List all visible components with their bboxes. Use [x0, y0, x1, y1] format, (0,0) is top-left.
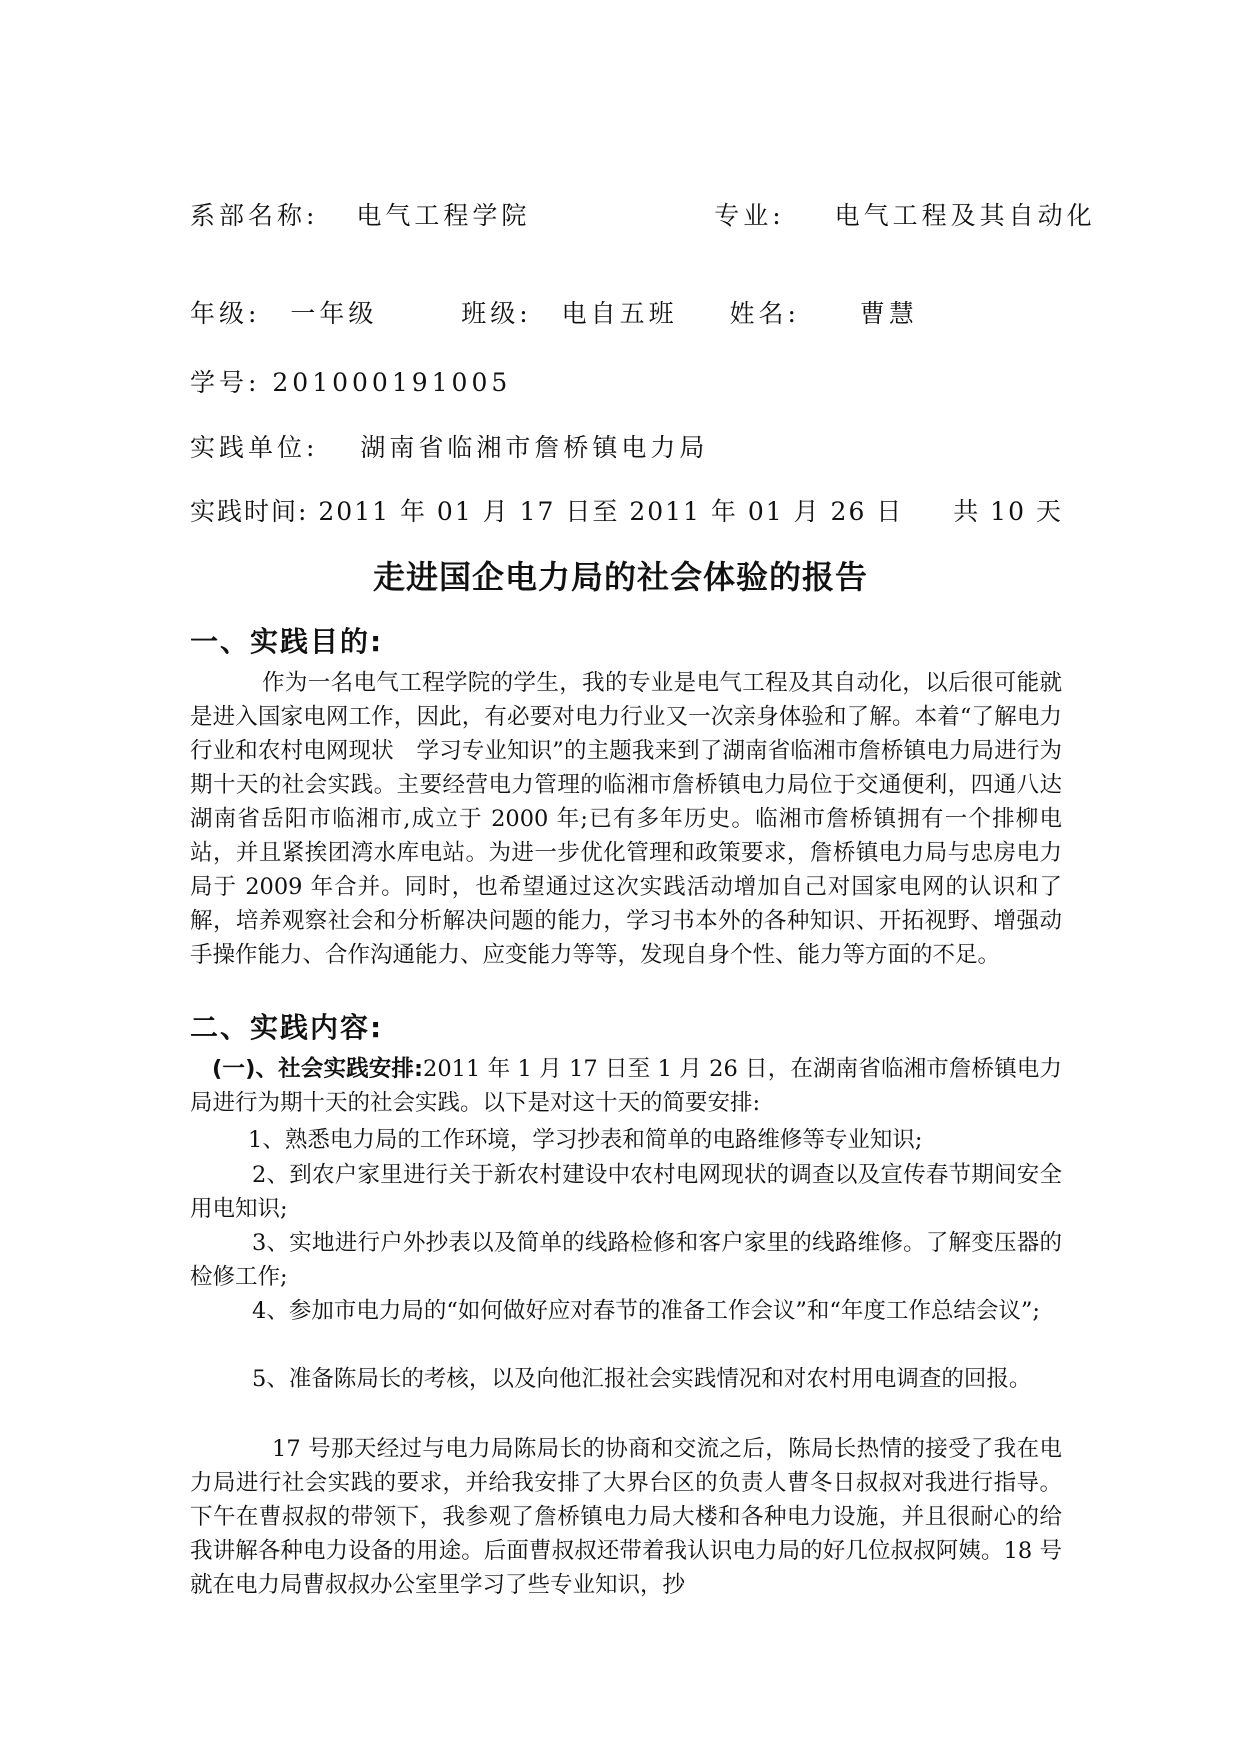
student-id-label: 学号:	[190, 368, 261, 397]
final-paragraph: 17 号那天经过与电力局陈局长的协商和交流之后，陈局长热情的接受了我在电力局进行社会实践的要求，并给我安排了大界台区的负责人曹冬日叔叔对我进行指导。下午在曹叔叔的带领下，我参观了詹桥镇电力局大楼和各种电力设施，并且很耐心的给我讲解各种电力设备的用途。后面曹叔叔还带着我认识电力局的好几位叔叔阿姨。18 号就在电力局曹叔叔办公室里学习了些专业知识，抄	[190, 1436, 1062, 1598]
arrangement-label: (一)、社会实践安排:	[212, 1056, 424, 1082]
section1-paragraph: 作为一名电气工程学院的学生，我的专业是电气工程及其自动化，以后很可能就是进入国家电网工作，因此，有必要对电力行业又一次亲身体验和了解。本着“了解电力行业和农村电网现状 学习专业知识”的主题我来到了湖南省临湘市詹桥镇电力局进行为期十天的社会实践。主要经营电力管理的临湘市詹桥镇电力局位于交通便利，四通八达湖南省岳阳市临湘市,成立于 2000 年;已有多年历史。临湘市詹桥镇拥有一个排柳电站，并且紧挨团湾水库电站。为进一步优化管理和政策要求，詹桥镇电力局与忠房电力局于 2009 年合并。同时，也希望通过这次实践活动增加自己对国家电网的认识和了解，培养观察社会和分析解决问题的能力，学习书本外的各种知识、开拓视野、增强动手操作能力、合作沟通能力、应变能力等等，发现自身个性、能力等方面的不足。	[190, 670, 1062, 968]
major-label: 专业:	[714, 201, 785, 230]
time-value: 2011 年 01 月 17 日至 2011 年 01 月 26 日	[318, 497, 904, 526]
student-id-value: 201000191005	[272, 368, 512, 397]
name-label: 姓名:	[729, 299, 800, 328]
class-label: 班级:	[461, 299, 532, 328]
document-title: 走进国企电力局的社会体验的报告	[372, 558, 868, 596]
student-id-line	[190, 363, 511, 399]
arrangement-paragraph	[190, 1052, 1062, 1120]
list-item: 2、到农户家里进行关于新农村建设中农村电网现状的调查以及宣传春节期间安全用电知识;	[190, 1162, 1062, 1222]
practice-time-line	[190, 492, 1063, 528]
list-item: 4、参加市电力局的“如何做好应对春节的准备工作会议”和“年度工作总结会议”;	[252, 1298, 1040, 1324]
practice-unit-line	[190, 428, 708, 464]
unit-value: 湖南省临湘市詹桥镇电力局	[360, 433, 709, 462]
list-item: 1、熟悉电力局的工作环境，学习抄表和简单的电路维修等专业知识;	[248, 1127, 923, 1153]
list-item: 5、准备陈局长的考核，以及向他汇报社会实践情况和对农村用电调查的回报。	[252, 1366, 1032, 1392]
list-item: 3、实地进行户外抄表以及简单的线路检修和客户家里的线路维修。了解变压器的检修工作;	[190, 1230, 1062, 1290]
dept-major-line	[190, 196, 1096, 232]
time-label: 实践时间:	[190, 497, 309, 526]
section2-heading: 二、实践内容:	[190, 1011, 384, 1044]
grade-class-name-line	[190, 294, 918, 330]
time-total: 共 10 天	[953, 497, 1063, 526]
dept-value: 电气工程学院	[356, 201, 531, 230]
name-value: 曹慧	[859, 299, 918, 328]
grade-value: 一年级	[290, 299, 378, 328]
major-value: 电气工程及其自动化	[834, 201, 1096, 230]
arrangement-text: 2011 年 1 月 17 日至 1 月 26 日，在湖南省临湘市詹桥镇电力局进行为期十天的社会实践。以下是对这十天的简要安排:	[190, 1056, 1062, 1116]
section1-heading: 一、实践目的:	[190, 625, 384, 658]
grade-label: 年级:	[190, 299, 261, 328]
dept-label: 系部名称:	[190, 201, 319, 230]
class-value: 电自五班	[561, 299, 678, 328]
unit-label: 实践单位:	[190, 433, 319, 462]
